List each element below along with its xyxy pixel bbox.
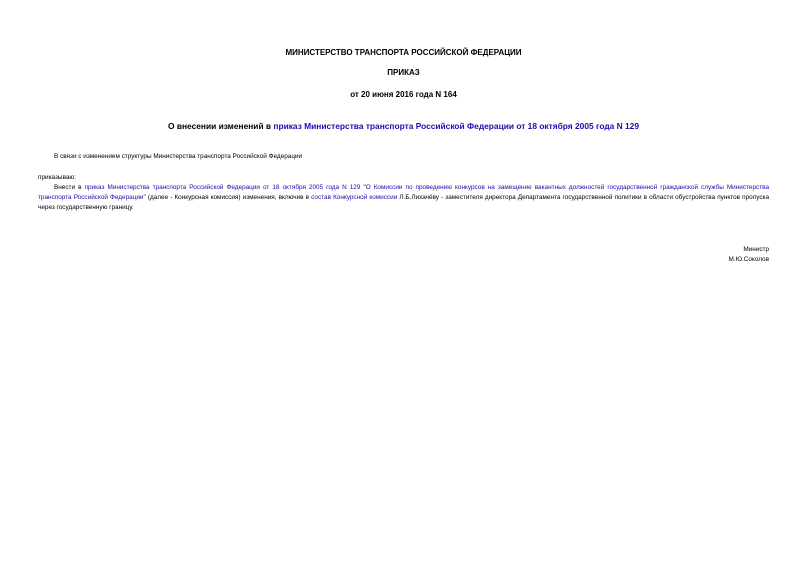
subject-prefix: О внесении изменений в xyxy=(167,121,274,131)
ministry-heading: МИНИСТЕРСТВО ТРАНСПОРТА РОССИЙСКОЙ ФЕДЕРАЦИИ xyxy=(285,48,522,57)
commission-title-link[interactable]: О Комиссии по проведению конкурсов на замещение вакантных должностей государственной гражданской службы Министерства транспорта Российской Федерации xyxy=(38,184,770,201)
order-type-heading: ПРИКАЗ xyxy=(387,68,420,77)
subject-order-link[interactable]: приказ Министерства транспорта Российской Федерации от 18 октября 2005 года N 129 xyxy=(273,121,639,131)
intro-paragraph: В связи с изменением структуры Министерства транспорта Российской Федерации xyxy=(54,153,303,160)
document-subject xyxy=(0,121,807,131)
paragraph-quote-open: " xyxy=(360,184,366,191)
order-word: приказываю: xyxy=(38,174,76,181)
main-paragraph xyxy=(38,183,769,213)
signature-name: М.Ю.Соколов xyxy=(728,256,769,263)
paragraph-end: Л.Б.Лихачёву - заместителя директора Департамента государственной политики в области обустройства пунктов пропуска через государственную границу. xyxy=(38,194,770,211)
signature-title: Министр xyxy=(743,246,769,253)
order-date-heading: от 20 июня 2016 года N 164 xyxy=(350,90,457,99)
commission-composition-link[interactable]: состав Конкурсной комиссии xyxy=(311,194,398,201)
paragraph-middle: " (далее - Конкурсная комиссия) изменения, включив в xyxy=(143,194,312,201)
order-129-link[interactable]: приказ Министерства транспорта Российской Федерации от 18 октября 2005 года N 129 xyxy=(84,184,361,191)
paragraph-start: Внести в xyxy=(54,184,85,191)
